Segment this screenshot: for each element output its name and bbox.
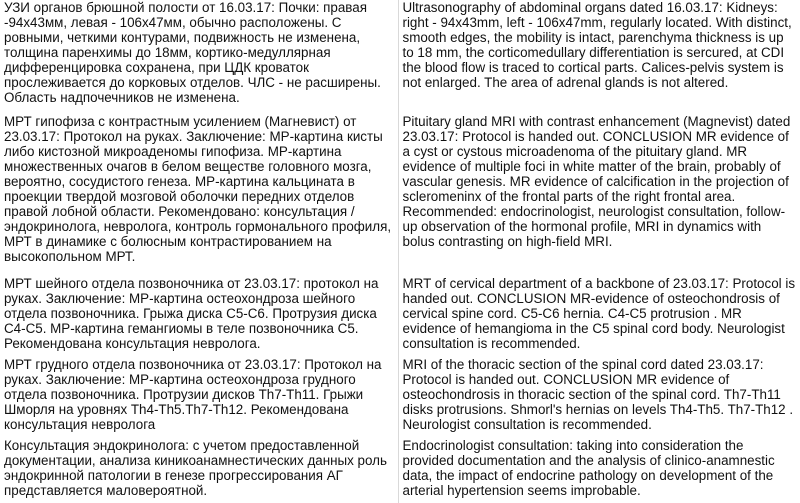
russian-cell — [0, 357, 398, 438]
english-text: MRI of the thoracic section of the spinal cord dated 23.03.17: Protocol is handed out. CONCLUSION MR evidence of osteochondrosis in thoracic section of the spinal cord. Th7-Th11 disks protrusions. Shmorl's hernias on levels Th4-Th5. Th7-Th12 . Neurologist consultation is recommended. — [402, 356, 794, 433]
table-row — [0, 357, 800, 438]
russian-text: МРТ гипофиза с контрастным усилением (Магневист) от 23.03.17: Протокол на руках. Заключение: МР-картина кисты либо кистозной микроаденомы гипофиза. МР-картина множественных очагов в белом веществе головного мозга, вероятно, сосудистого генеза. МР-картина кальцината в проекции твердой мозговой оболочки передних отделов правой лобной области. Рекомендовано: консультация /эндокринолога, невролога, контроль гормонального профиля, МРТ в динамике с болюсным контрастированием на высокопольном МРТ. — [4, 113, 392, 264]
russian-text: МРТ грудного отдела позвоночника от 23.03.17: Протокол на руках. Заключение: МР-картина остеохондроза грудного отдела позвоночника. Протрузии дисков Th7-Th11. Грыжи Шморля на уровнях Th4-Th5.Th7-Th12. Рекомендована консультация невролога — [4, 356, 382, 433]
english-cell — [398, 0, 800, 114]
english-text: MRT of cervical department of a backbone of 23.03.17: Protocol is handed out. CONCLUSION MR-evidence of osteochondrosis of cervical spine cord. C5-C6 hernia. C4-C5 protrusion . MR evidence of hemangioma in the C5 spinal cord body. Neurologist consultation is recommended. — [402, 275, 796, 352]
russian-cell — [0, 276, 398, 357]
english-text: Endocrinologist consultation: taking into consideration the provided documentation and the analysis of clinico-anamnestic data, the impact of endocrine pathology on development of the arterial hypertension seems improbable. — [402, 438, 775, 499]
table-row — [0, 114, 800, 276]
english-cell — [398, 357, 800, 438]
russian-text: Консультация эндокринолога: с учетом предоставленной документации, анализа киникоанамнестических данных роль эндокринной патологии в генезе прогрессирования АГ представляется маловероятной. — [4, 438, 387, 499]
russian-cell — [0, 114, 398, 276]
english-cell — [398, 276, 800, 357]
table-row — [0, 0, 800, 114]
russian-cell — [0, 0, 398, 114]
russian-text: УЗИ органов брюшной полости от 16.03.17: Почки: правая -94х43мм, левая - 106х47мм, обычно расположены. С ровными, четкими контурами, подвижность не изменена, толщина паренхимы до 18мм, кортико-медуллярная дифференцировка сохранена, при ЦДК кроваток прослеживается до корковых отделов. ЧЛС - не расширены. Область надпочечников не изменена. — [4, 0, 381, 106]
english-cell — [398, 114, 800, 276]
english-text: Pituitary gland MRI with contrast enhancement (Magnevist) dated 23.03.17: Protocol is handed out. CONCLUSION MR evidence of a cyst or cystous microadenoma of the pituitary gland. MR evidence of multiple foci in white matter of the brain, probably of vascular genesis. MR evidence of calcification in the projection of scleromeninx of the frontal parts of the right frontal area. Recommended: endocrinologist, neurologist consultation, follow-up observation of the hormonal profile, MRI in dynamics with bolus contrasting on high-field MRI. — [402, 113, 791, 249]
russian-cell — [0, 438, 398, 503]
english-text: Ultrasonography of abdominal organs dated 16.03.17: Kidneys: right - 94x43mm, left - 106x47mm, regularly located. With distinct, smooth edges, the mobility is intact, parenchyma thickness is up to 18 mm, the corticomedullary differentiation is sercured, at CDI the blood flow is traced to cortical parts. Calices-pelvis system is not enlarged. The area of adrenal glands is not altered. — [402, 0, 792, 91]
table-row — [0, 438, 800, 503]
russian-text: МРТ шейного отдела позвоночника от 23.03.17: протокол на руках. Заключение: МР-картина остеохондроза шейного отдела позвоночника. Грыжа диска С5-С6. Протрузия диска С4-С5. МР-картина гемангиомы в теле позвоночника С5. Рекомендована консультация невролога. — [4, 275, 379, 352]
table-row — [0, 276, 800, 357]
english-cell — [398, 438, 800, 503]
